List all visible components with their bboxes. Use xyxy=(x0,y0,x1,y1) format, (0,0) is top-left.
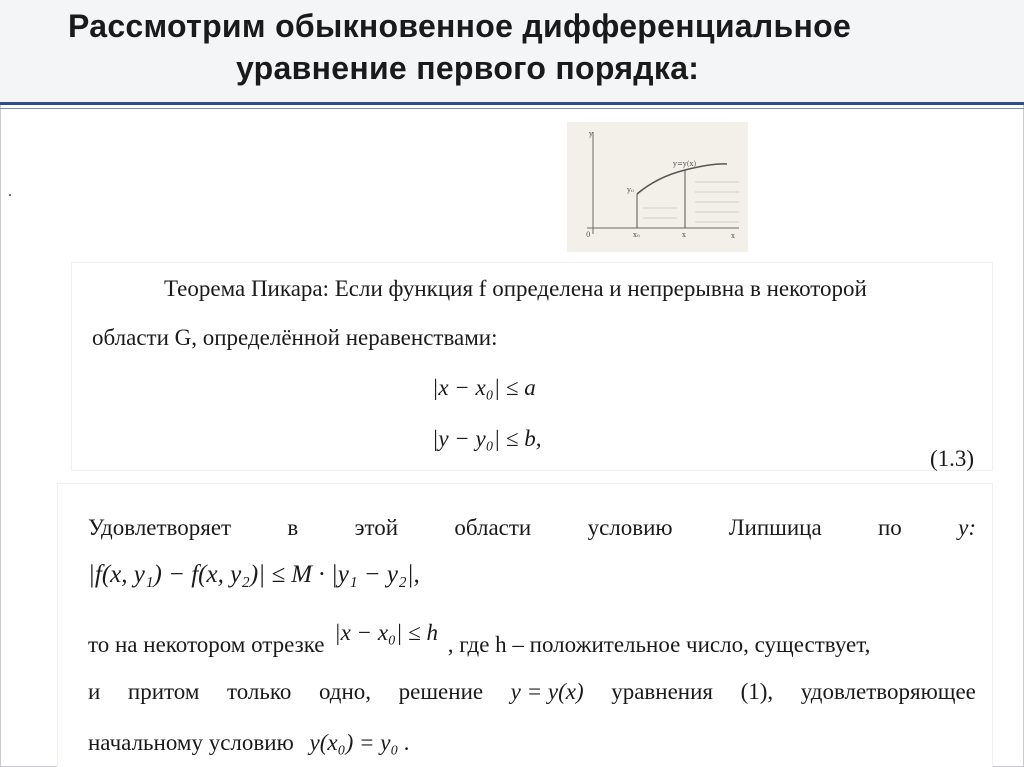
figure-svg xyxy=(567,122,748,252)
word: только xyxy=(226,679,292,704)
figure-origin-label: 0 xyxy=(586,231,591,239)
lipschitz-line-1 xyxy=(88,515,976,541)
segment-prefix: то на некотором отрезке xyxy=(88,632,325,657)
figure-hatching xyxy=(643,182,739,222)
word: y: xyxy=(958,515,976,540)
word: этой xyxy=(354,515,399,540)
segment-line xyxy=(88,620,871,658)
lipschitz-inequality: |f(x, y₁) − f(x, y₂)| ≤ M · |y₁ − y₂|, xyxy=(88,561,420,588)
segment-formula: |x − x₀| ≤ h xyxy=(334,620,438,645)
initial-prefix: начальному условию xyxy=(88,730,294,755)
word: Липшица xyxy=(728,515,822,540)
figure-x-axis-label: x xyxy=(731,232,735,240)
word: одно, xyxy=(318,679,372,704)
stray-dot: . xyxy=(8,183,12,200)
slide-title-line-2: уравнение первого порядка: xyxy=(236,50,700,86)
word: Удовлетворяет xyxy=(88,515,232,540)
word: удовлетворяющее xyxy=(800,679,976,704)
theorem-line-1: Теорема Пикара: Если функция f определена и непрерывна в некоторой xyxy=(164,276,867,301)
initial-formula: y(x₀) = y₀ . xyxy=(309,730,410,755)
word: условию xyxy=(587,515,673,540)
slide-title-line-1: Рассмотрим обыкновенное дифференциальное xyxy=(68,8,852,44)
solution-curve-figure xyxy=(567,122,748,252)
theorem-line-2: области G, определённой неравенствами: xyxy=(92,325,498,350)
equation-number: (1.3) xyxy=(930,446,975,471)
picard-theorem-panel xyxy=(72,263,992,470)
figure-curve-label: y=y(x) xyxy=(673,160,697,168)
inequality-x: |x − x₀| ≤ a xyxy=(432,375,536,400)
word: по xyxy=(878,515,902,540)
solution-formula: y = y(x) xyxy=(510,679,584,704)
word: и xyxy=(88,679,101,704)
slide-header xyxy=(0,0,1024,104)
word: в xyxy=(287,515,299,540)
word: (1), xyxy=(740,679,774,704)
header-divider-thick xyxy=(0,102,1024,105)
inequality-y: |y − y₀| ≤ b, xyxy=(432,426,542,451)
figure-y-axis-label: y xyxy=(589,130,593,138)
initial-condition-line xyxy=(88,730,410,756)
figure-x-label: x xyxy=(682,231,686,239)
segment-suffix: , где h – положительное число, существует, xyxy=(447,632,871,657)
figure-x0-label: x₀ xyxy=(633,231,640,239)
word: уравнения xyxy=(611,679,714,704)
header-divider-thin xyxy=(0,108,1024,109)
figure-y0-label: y₀ xyxy=(627,186,634,194)
word: решение xyxy=(398,679,484,704)
figure-solution-curve xyxy=(637,164,727,194)
word: области xyxy=(454,515,532,540)
word: притом xyxy=(127,679,200,704)
uniqueness-line xyxy=(88,679,976,705)
